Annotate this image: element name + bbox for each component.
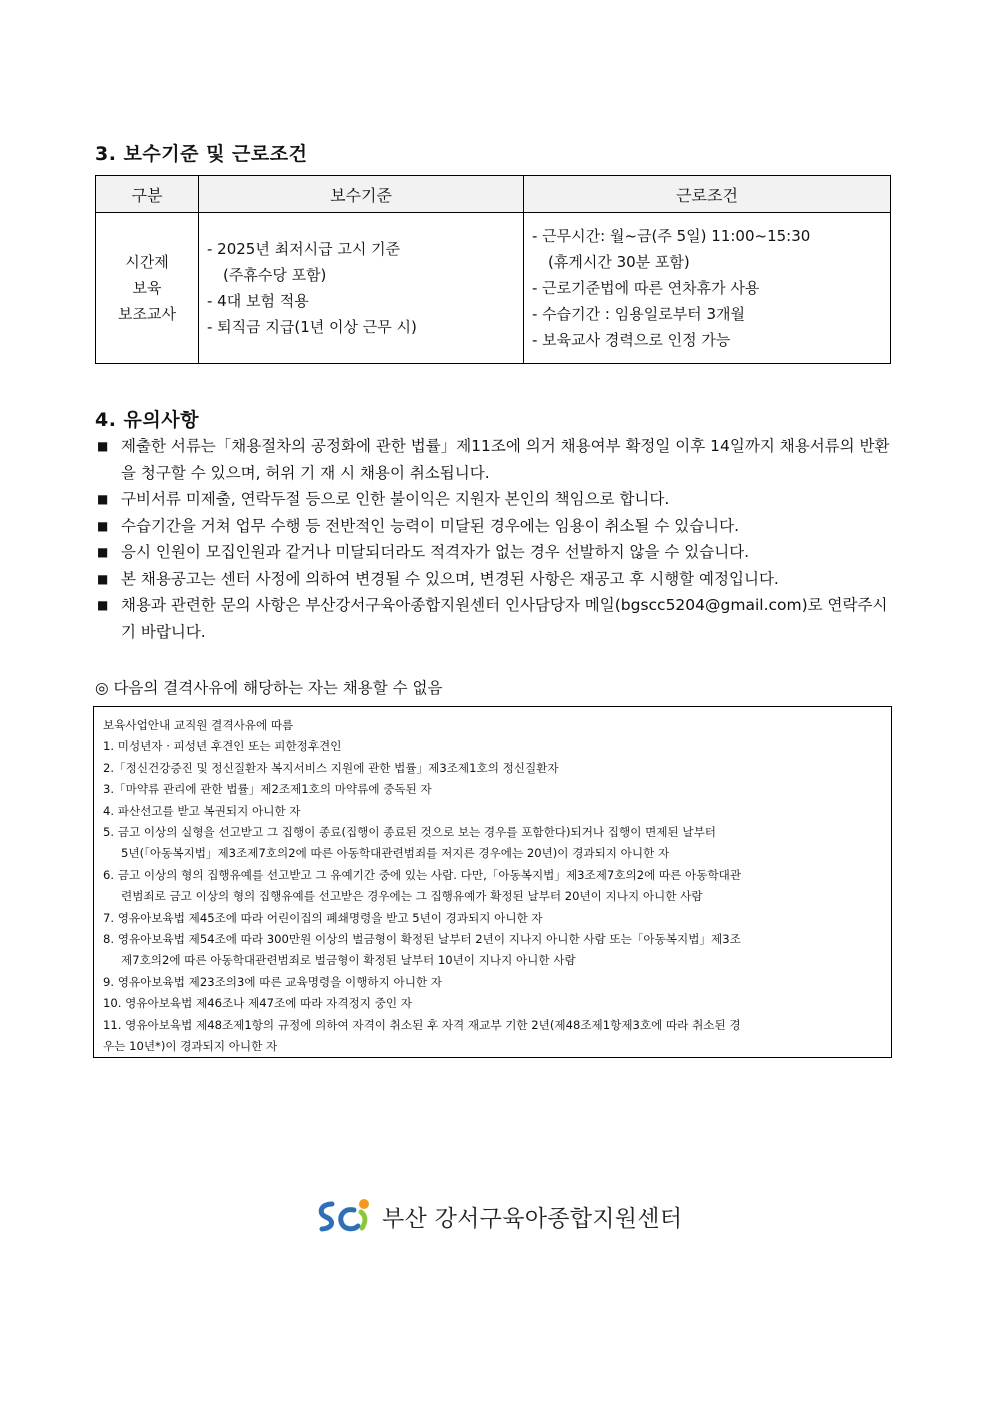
- disqualification-line: 4. 파산선고를 받고 복권되지 아니한 자: [103, 803, 301, 818]
- disqualification-heading: ◎ 다음의 결격사유에 해당하는 자는 채용할 수 없음: [95, 679, 443, 697]
- disqualification-line: 10. 영유아보육법 제46조나 제47조에 따라 자격정지 중인 자: [103, 996, 412, 1011]
- list-item: [95, 592, 897, 645]
- notice-text: 본 채용공고는 센터 사정에 의하여 변경될 수 있으며, 변경된 사항은 재공고 후 시행할 예정입니다.: [121, 569, 779, 588]
- square-bullet-icon: ■: [97, 598, 109, 612]
- disqualification-line: 6. 금고 이상의 형의 집행유예를 선고받고 그 유예기간 중에 있는 사람. 다만,「아동복지법」제3조제7호의2에 따른 아동학대관: [103, 867, 742, 882]
- category-cell: [96, 213, 199, 364]
- condition-line: - 근로기준법에 따른 연차휴가 사용: [532, 279, 760, 297]
- disqualification-line: 3.「마약류 관리에 관한 법률」제2조제1호의 마약류에 중독된 자: [103, 782, 432, 797]
- disqualification-line: 5. 금고 이상의 실형을 선고받고 그 집행이 종료(집행이 종료된 것으로 보는 경우를 포함한다)되거나 집행이 면제된 날부터: [103, 825, 716, 840]
- list-item: [95, 486, 897, 513]
- pay-line: - 퇴직금 지급(1년 이상 근무 시): [207, 318, 417, 336]
- pay-cell: [199, 213, 524, 364]
- disqualification-line: 련범죄로 금고 이상의 형의 집행유예를 선고받은 경우에는 그 집행유예가 확정된 날부터 20년이 지나지 아니한 사람: [121, 889, 703, 904]
- center-logo-icon: [314, 1196, 376, 1236]
- section-3-title: 3. 보수기준 및 근로조건: [95, 143, 308, 165]
- list-item: [95, 513, 897, 540]
- square-bullet-icon: ■: [97, 492, 109, 506]
- pay-line: - 4대 보험 적용: [207, 292, 309, 310]
- square-bullet-icon: ■: [97, 571, 109, 586]
- footer: [314, 1196, 682, 1236]
- disqualification-line: 2.「정신건강증진 및 정신질환자 복지서비스 지원에 관한 법률」제3조제1호의 정신질환자: [103, 760, 559, 775]
- notice-text: 채용과 관련한 문의 사항은 부산강서구육아종합지원센터 인사담당자 메일(bgscc5204@gmail.com)로 연락주시기 바랍니다.: [121, 596, 888, 641]
- pay-line: (주휴수당 포함): [223, 266, 327, 284]
- condition-line: (휴게시간 30분 포함): [548, 253, 690, 271]
- notice-list: [95, 433, 897, 645]
- list-item: [95, 433, 897, 486]
- square-bullet-icon: ■: [97, 439, 109, 453]
- notice-text: 구비서류 미제출, 연락두절 등으로 인한 불이익은 지원자 본인의 책임으로 합니다.: [121, 490, 670, 508]
- list-item: [95, 566, 897, 593]
- category-line: 보조교사: [118, 305, 176, 323]
- disqualification-box: [93, 706, 892, 1058]
- pay-conditions-table: [95, 175, 891, 364]
- square-bullet-icon: ■: [97, 545, 109, 559]
- notice-text: 응시 인원이 모집인원과 같거나 미달되더라도 적격자가 없는 경우 선발하지 않을 수 있습니다.: [121, 543, 750, 561]
- square-bullet-icon: ■: [97, 518, 109, 533]
- notice-text: 수습기간을 거쳐 업무 수행 등 전반적인 능력이 미달된 경우에는 임용이 취소될 수 있습니다.: [121, 516, 740, 535]
- list-item: [95, 539, 897, 566]
- organization-name: 부산 강서구육아종합지원센터: [382, 1205, 683, 1232]
- disqualification-line: 1. 미성년자 · 피성년 후견인 또는 피한정후견인: [103, 739, 342, 754]
- conditions-cell: [524, 213, 891, 364]
- category-line: 시간제: [125, 253, 169, 271]
- disqualification-line: 11. 영유아보육법 제48조제1항의 규정에 의하여 자격이 취소된 후 자격 재교부 기한 2년(제48조제1항제3호에 따라 취소된 경: [103, 1017, 741, 1032]
- category-line: 보육: [132, 279, 162, 297]
- condition-line: - 근무시간: 월~금(주 5일) 11:00~15:30: [532, 227, 811, 245]
- notice-text: 제출한 서류는「채용절차의 공정화에 관한 법률」제11조에 의거 채용여부 확정일 이후 14일까지 채용서류의 반환을 청구할 수 있으며, 허위 기 재 시 채용이 취소됩니다.: [121, 437, 890, 482]
- disqualification-line: 보육사업안내 교직원 결격사유에 따름: [103, 718, 294, 732]
- header-category: 구분: [96, 176, 199, 213]
- section-4-title: 4. 유의사항: [95, 409, 199, 431]
- header-conditions: 근로조건: [524, 176, 891, 213]
- table-header-row: [96, 176, 891, 213]
- condition-line: - 수습기간 : 임용일로부터 3개월: [532, 305, 745, 323]
- disqualification-line: 우는 10년*)이 경과되지 아니한 자: [103, 1039, 278, 1054]
- disqualification-line: 8. 영유아보육법 제54조에 따라 300만원 이상의 벌금형이 확정된 날부터 2년이 지나지 아니한 사람 또는「아동복지법」제3조: [103, 932, 741, 947]
- pay-line: - 2025년 최저시급 고시 기준: [207, 240, 401, 258]
- disqualification-line: 5년(「아동복지법」제3조제7호의2에 따른 아동학대관련범죄를 저지른 경우에는 20년)이 경과되지 아니한 자: [121, 846, 670, 861]
- table-row: [96, 213, 891, 364]
- condition-line: - 보육교사 경력으로 인정 가능: [532, 331, 731, 349]
- disqualification-line: 제7호의2에 따른 아동학대관련범죄로 벌금형이 확정된 날부터 10년이 지나지 아니한 사람: [121, 953, 576, 968]
- disqualification-line: 7. 영유아보육법 제45조에 따라 어린이집의 폐쇄명령을 받고 5년이 경과되지 아니한 자: [103, 910, 543, 925]
- disqualification-line: 9. 영유아보육법 제23조의3에 따른 교육명령을 이행하지 아니한 자: [103, 974, 442, 989]
- header-pay: 보수기준: [199, 176, 524, 213]
